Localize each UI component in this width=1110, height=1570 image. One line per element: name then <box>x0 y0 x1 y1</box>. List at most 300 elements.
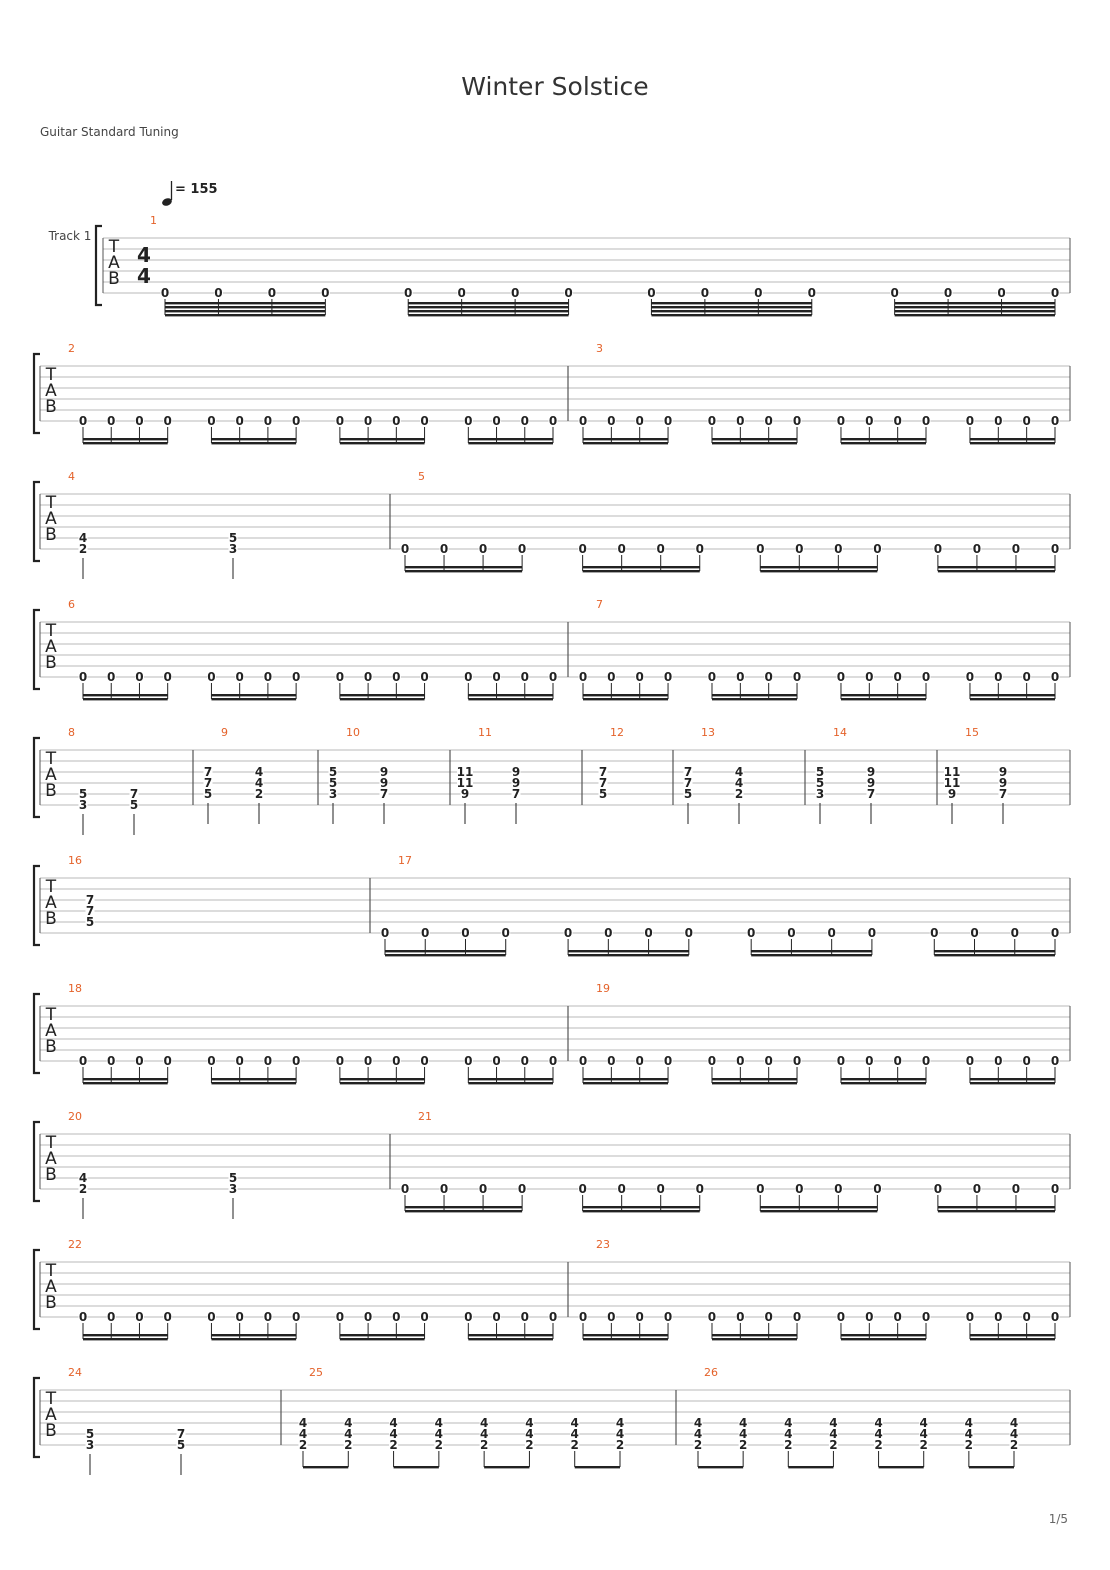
fret-number: 0 <box>420 1054 429 1068</box>
fret-number: 7 <box>176 1427 186 1441</box>
fret-number: 7 <box>998 787 1008 801</box>
beam <box>583 1338 668 1340</box>
fret-number: 0 <box>421 926 430 940</box>
fret-number: 0 <box>578 1310 588 1324</box>
fret-number: 0 <box>207 414 216 428</box>
fret-number: 0 <box>563 926 573 940</box>
fret-number: 0 <box>865 1054 874 1068</box>
fret-number: 2 <box>1009 1438 1019 1452</box>
beam <box>583 442 668 444</box>
beam <box>211 1338 296 1340</box>
tab-clef-letter: T <box>108 237 120 257</box>
fret-number: 0 <box>972 542 982 556</box>
system-brace <box>34 482 40 561</box>
fret-number: 0 <box>736 414 745 428</box>
beam <box>583 1334 668 1336</box>
fret-number: 0 <box>1050 1182 1060 1196</box>
beam <box>211 1082 296 1084</box>
fret-number: 0 <box>684 926 693 940</box>
fret-number: 0 <box>836 670 846 684</box>
fret-number: 0 <box>930 926 939 940</box>
fret-number: 2 <box>615 1438 625 1452</box>
measure-number: 22 <box>68 1238 82 1251</box>
tab-clef-letter: A <box>45 893 57 913</box>
fret-number: 0 <box>607 414 616 428</box>
system-brace <box>34 738 40 817</box>
fret-number: 0 <box>135 414 144 428</box>
fret-number: 0 <box>335 414 345 428</box>
tab-clef-letter: B <box>45 1421 57 1441</box>
beam <box>970 698 1055 700</box>
fret-number: 0 <box>1050 1054 1060 1068</box>
fret-number: 2 <box>78 1182 88 1196</box>
beam <box>83 1338 168 1340</box>
fret-number: 4 <box>344 1427 353 1441</box>
fret-number: 0 <box>867 926 877 940</box>
beam <box>340 442 425 444</box>
fret-number: 0 <box>873 1182 882 1196</box>
measure-number: 10 <box>346 726 360 739</box>
fret-number: 2 <box>738 1438 748 1452</box>
beam <box>83 698 168 700</box>
fret-number: 0 <box>635 414 644 428</box>
fret-number: 0 <box>921 414 931 428</box>
fret-number: 0 <box>994 1054 1003 1068</box>
fret-number: 0 <box>578 670 588 684</box>
fret-number: 7 <box>866 787 876 801</box>
fret-number: 4 <box>919 1427 928 1441</box>
beam <box>583 1082 668 1084</box>
tab-clef-letter: B <box>45 653 57 673</box>
fret-number: 0 <box>363 670 373 684</box>
fret-number: 0 <box>478 1182 488 1196</box>
beam <box>484 1466 529 1468</box>
fret-number: 0 <box>893 1310 902 1324</box>
fret-number: 4 <box>738 1416 748 1430</box>
fret-number: 0 <box>520 670 529 684</box>
beam <box>938 566 1055 568</box>
system-brace <box>34 354 40 433</box>
beam <box>408 302 568 304</box>
fret-number: 0 <box>921 670 931 684</box>
measure-number: 23 <box>596 1238 610 1251</box>
fret-number: 4 <box>298 1416 308 1430</box>
beam <box>583 1078 668 1080</box>
fret-number: 5 <box>815 765 825 779</box>
fret-number: 2 <box>525 1438 534 1452</box>
fret-number: 4 <box>784 1416 793 1430</box>
beam <box>698 1466 743 1468</box>
beam <box>165 306 325 308</box>
fret-number: 7 <box>129 787 139 801</box>
fret-number: 0 <box>461 926 470 940</box>
fret-number: 0 <box>392 1054 401 1068</box>
beam <box>575 1466 620 1468</box>
fret-number: 2 <box>389 1438 398 1452</box>
fret-number: 0 <box>933 1182 943 1196</box>
fret-number: 0 <box>135 1054 144 1068</box>
fret-number: 0 <box>578 1182 587 1196</box>
fret-number: 2 <box>964 1438 974 1452</box>
measure-number: 20 <box>68 1110 82 1123</box>
fret-number: 0 <box>836 1054 846 1068</box>
fret-number: 2 <box>829 1438 838 1452</box>
fret-number: 2 <box>298 1438 308 1452</box>
fret-number: 0 <box>1022 1310 1031 1324</box>
fret-number: 9 <box>460 787 470 801</box>
fret-number: 0 <box>921 1310 931 1324</box>
beam <box>934 954 1055 956</box>
fret-number: 0 <box>291 414 301 428</box>
fret-number: 0 <box>644 926 653 940</box>
fret-number: 0 <box>321 286 330 300</box>
fret-number: 0 <box>607 1310 616 1324</box>
beam <box>568 954 689 956</box>
beam <box>83 442 168 444</box>
fret-number: 11 <box>943 765 961 779</box>
tab-clef-letter: B <box>45 1037 57 1057</box>
beam <box>340 438 425 440</box>
measure-number: 17 <box>398 854 412 867</box>
fret-number: 0 <box>933 542 943 556</box>
beam <box>895 314 1055 316</box>
fret-number: 0 <box>420 414 429 428</box>
fret-number: 4 <box>615 1427 625 1441</box>
beam <box>760 1210 877 1212</box>
fret-number: 0 <box>893 670 902 684</box>
fret-number: 0 <box>994 670 1003 684</box>
beam <box>712 694 797 696</box>
beam <box>165 302 325 304</box>
fret-number: 0 <box>263 670 273 684</box>
fret-number: 7 <box>683 765 693 779</box>
fret-number: 4 <box>434 1427 444 1441</box>
tab-clef-letter: A <box>45 1277 57 1297</box>
fret-number: 4 <box>734 776 744 790</box>
fret-number: 0 <box>1050 1310 1060 1324</box>
fret-number: 4 <box>479 1416 489 1430</box>
beam <box>405 570 522 572</box>
measure-number: 15 <box>965 726 979 739</box>
page-indicator: 1/5 <box>1048 1512 1068 1526</box>
fret-number: 4 <box>78 1171 88 1185</box>
track-label: Track 1 <box>48 229 92 243</box>
fret-number: 0 <box>965 670 975 684</box>
fret-number: 0 <box>970 926 979 940</box>
fret-number: 0 <box>635 1054 644 1068</box>
fret-number: 4 <box>570 1427 579 1441</box>
measure-number: 7 <box>596 598 603 611</box>
fret-number: 0 <box>548 1054 558 1068</box>
fret-number: 7 <box>683 776 693 790</box>
fret-number: 5 <box>228 531 238 545</box>
fret-number: 0 <box>792 1054 802 1068</box>
fret-number: 0 <box>1011 542 1021 556</box>
fret-number: 0 <box>700 286 710 300</box>
fret-number: 0 <box>792 414 802 428</box>
fret-number: 7 <box>203 765 213 779</box>
tab-clef-letter: A <box>108 253 120 273</box>
fret-number: 0 <box>335 1054 345 1068</box>
fret-number: 0 <box>235 670 244 684</box>
measure-number: 2 <box>68 342 75 355</box>
measure-number: 21 <box>418 1110 432 1123</box>
system-brace <box>34 610 40 689</box>
system-brace <box>34 1122 40 1201</box>
fret-number: 4 <box>389 1416 398 1430</box>
fret-number: 4 <box>738 1427 748 1441</box>
fret-number: 9 <box>511 776 521 790</box>
beam <box>970 442 1055 444</box>
tab-clef-letter: T <box>45 1133 57 1153</box>
beam <box>651 302 811 304</box>
fret-number: 0 <box>647 286 656 300</box>
beam <box>408 310 568 312</box>
tab-clef-letter: T <box>45 1261 57 1281</box>
fret-number: 3 <box>815 787 825 801</box>
fret-number: 3 <box>85 1438 95 1452</box>
fret-number: 0 <box>107 1054 116 1068</box>
fret-number: 0 <box>492 670 501 684</box>
fret-number: 0 <box>695 542 704 556</box>
beam <box>938 570 1055 572</box>
fret-number: 0 <box>736 1310 745 1324</box>
fret-number: 0 <box>994 1310 1003 1324</box>
fret-number: 0 <box>1050 670 1060 684</box>
fret-number: 0 <box>707 1310 717 1324</box>
fret-number: 4 <box>254 776 264 790</box>
tab-clef-letter: T <box>45 621 57 641</box>
fret-number: 0 <box>578 414 588 428</box>
fret-number: 0 <box>363 1310 373 1324</box>
fret-number: 7 <box>511 787 521 801</box>
fret-number: 0 <box>893 414 902 428</box>
fret-number: 0 <box>607 1054 616 1068</box>
tab-clef-letter: B <box>45 1293 57 1313</box>
beam <box>468 1338 553 1340</box>
beam <box>340 1082 425 1084</box>
fret-number: 5 <box>176 1438 186 1452</box>
tab-clef-letter: B <box>45 525 57 545</box>
fret-number: 0 <box>163 1054 172 1068</box>
fret-number: 0 <box>764 670 773 684</box>
beam <box>83 1082 168 1084</box>
fret-number: 0 <box>135 1310 144 1324</box>
system-brace <box>34 994 40 1073</box>
tab-clef-letter: A <box>45 1149 57 1169</box>
fret-number: 5 <box>78 787 88 801</box>
beam <box>970 438 1055 440</box>
fret-number: 0 <box>795 542 804 556</box>
beam <box>895 310 1055 312</box>
fret-number: 0 <box>163 670 172 684</box>
fret-number: 0 <box>464 1310 473 1324</box>
beam <box>583 698 668 700</box>
fret-number: 0 <box>695 1182 704 1196</box>
beam <box>211 442 296 444</box>
fret-number: 2 <box>919 1438 928 1452</box>
fret-number: 2 <box>479 1438 489 1452</box>
fret-number: 4 <box>78 531 88 545</box>
beam <box>841 1078 926 1080</box>
fret-number: 0 <box>663 414 673 428</box>
fret-number: 0 <box>263 414 273 428</box>
fret-number: 0 <box>736 670 745 684</box>
tab-clef-letter: A <box>45 509 57 529</box>
tab-clef-letter: B <box>45 397 57 417</box>
beam <box>468 442 553 444</box>
fret-number: 0 <box>764 414 773 428</box>
beam <box>712 1082 797 1084</box>
fret-number: 0 <box>464 670 473 684</box>
fret-number: 9 <box>866 776 876 790</box>
fret-number: 9 <box>511 765 521 779</box>
fret-number: 0 <box>520 414 529 428</box>
beam <box>408 306 568 308</box>
fret-number: 0 <box>160 286 170 300</box>
fret-number: 0 <box>380 926 390 940</box>
tab-clef-letter: A <box>45 637 57 657</box>
tab-clef-letter: T <box>45 877 57 897</box>
fret-number: 0 <box>834 542 843 556</box>
beam <box>970 694 1055 696</box>
tab-clef-letter: A <box>45 1021 57 1041</box>
fret-number: 4 <box>693 1427 703 1441</box>
fret-number: 0 <box>873 542 882 556</box>
fret-number: 0 <box>707 670 717 684</box>
beam <box>583 438 668 440</box>
fret-number: 0 <box>78 1054 88 1068</box>
fret-number: 0 <box>756 1182 765 1196</box>
measure-number: 25 <box>309 1366 323 1379</box>
fret-number: 4 <box>874 1416 883 1430</box>
fret-number: 0 <box>548 414 558 428</box>
tab-clef-letter: B <box>108 269 120 289</box>
fret-number: 0 <box>207 1310 216 1324</box>
fret-number: 0 <box>492 1054 501 1068</box>
measure-number: 3 <box>596 342 603 355</box>
fret-number: 4 <box>874 1427 883 1441</box>
beam <box>83 694 168 696</box>
fret-number: 2 <box>254 787 264 801</box>
fret-number: 0 <box>207 670 216 684</box>
fret-number: 5 <box>328 765 338 779</box>
beam <box>895 302 1055 304</box>
beam <box>712 698 797 700</box>
fret-number: 4 <box>298 1427 308 1441</box>
time-signature-top: 4 <box>137 243 151 267</box>
beam <box>760 570 877 572</box>
fret-number: 0 <box>807 286 816 300</box>
beam <box>468 694 553 696</box>
beam <box>408 314 568 316</box>
fret-number: 0 <box>1022 670 1031 684</box>
beam <box>712 1334 797 1336</box>
fret-number: 0 <box>492 1310 501 1324</box>
beam <box>303 1466 348 1468</box>
fret-number: 5 <box>85 915 95 929</box>
fret-number: 0 <box>78 1310 88 1324</box>
fret-number: 9 <box>379 765 389 779</box>
measure-number: 11 <box>478 726 492 739</box>
beam <box>583 566 700 568</box>
beam <box>211 1334 296 1336</box>
fret-number: 0 <box>420 670 429 684</box>
fret-number: 0 <box>267 286 277 300</box>
beam <box>712 442 797 444</box>
tempo-marking: = 155 <box>175 182 218 197</box>
measure-number: 26 <box>704 1366 718 1379</box>
fret-number: 0 <box>921 1054 931 1068</box>
fret-number: 0 <box>663 1310 673 1324</box>
fret-number: 0 <box>747 926 756 940</box>
fret-number: 0 <box>827 926 836 940</box>
fret-number: 0 <box>548 1310 558 1324</box>
fret-number: 0 <box>207 1054 216 1068</box>
fret-number: 0 <box>736 1054 745 1068</box>
fret-number: 4 <box>344 1416 353 1430</box>
beam <box>651 306 811 308</box>
system-brace <box>34 866 40 945</box>
fret-number: 0 <box>1050 286 1060 300</box>
fret-number: 0 <box>663 1054 673 1068</box>
fret-number: 0 <box>764 1054 773 1068</box>
beam <box>83 1334 168 1336</box>
fret-number: 0 <box>1022 1054 1031 1068</box>
fret-number: 4 <box>734 765 744 779</box>
fret-number: 4 <box>693 1416 703 1430</box>
fret-number: 2 <box>344 1438 353 1452</box>
beam <box>970 1334 1055 1336</box>
fret-number: 0 <box>163 1310 172 1324</box>
fret-number: 0 <box>235 1310 244 1324</box>
beam <box>938 1206 1055 1208</box>
fret-number: 0 <box>663 670 673 684</box>
fret-number: 0 <box>943 286 953 300</box>
measure-number: 14 <box>833 726 847 739</box>
fret-number: 0 <box>439 542 449 556</box>
fret-number: 0 <box>363 414 373 428</box>
beam <box>970 1078 1055 1080</box>
tab-clef-letter: B <box>45 1165 57 1185</box>
beam <box>385 950 506 952</box>
fret-number: 0 <box>335 1310 345 1324</box>
tab-clef-letter: T <box>45 493 57 513</box>
fret-number: 0 <box>1050 414 1060 428</box>
fret-number: 0 <box>392 670 401 684</box>
fret-number: 4 <box>525 1427 534 1441</box>
beam <box>385 954 506 956</box>
fret-number: 11 <box>943 776 961 790</box>
fret-number: 0 <box>78 670 88 684</box>
system-brace <box>96 226 102 305</box>
fret-number: 2 <box>570 1438 579 1452</box>
beam <box>211 698 296 700</box>
fret-number: 0 <box>656 1182 665 1196</box>
tab-clef-letter: A <box>45 1405 57 1425</box>
fret-number: 0 <box>578 542 587 556</box>
fret-number: 4 <box>784 1427 793 1441</box>
fret-number: 0 <box>392 414 401 428</box>
fret-number: 0 <box>1011 1182 1021 1196</box>
fret-number: 4 <box>570 1416 579 1430</box>
fret-number: 0 <box>1022 414 1031 428</box>
beam <box>468 1082 553 1084</box>
fret-number: 0 <box>754 286 763 300</box>
beam <box>468 438 553 440</box>
fret-number: 11 <box>456 765 474 779</box>
measure-number: 6 <box>68 598 75 611</box>
